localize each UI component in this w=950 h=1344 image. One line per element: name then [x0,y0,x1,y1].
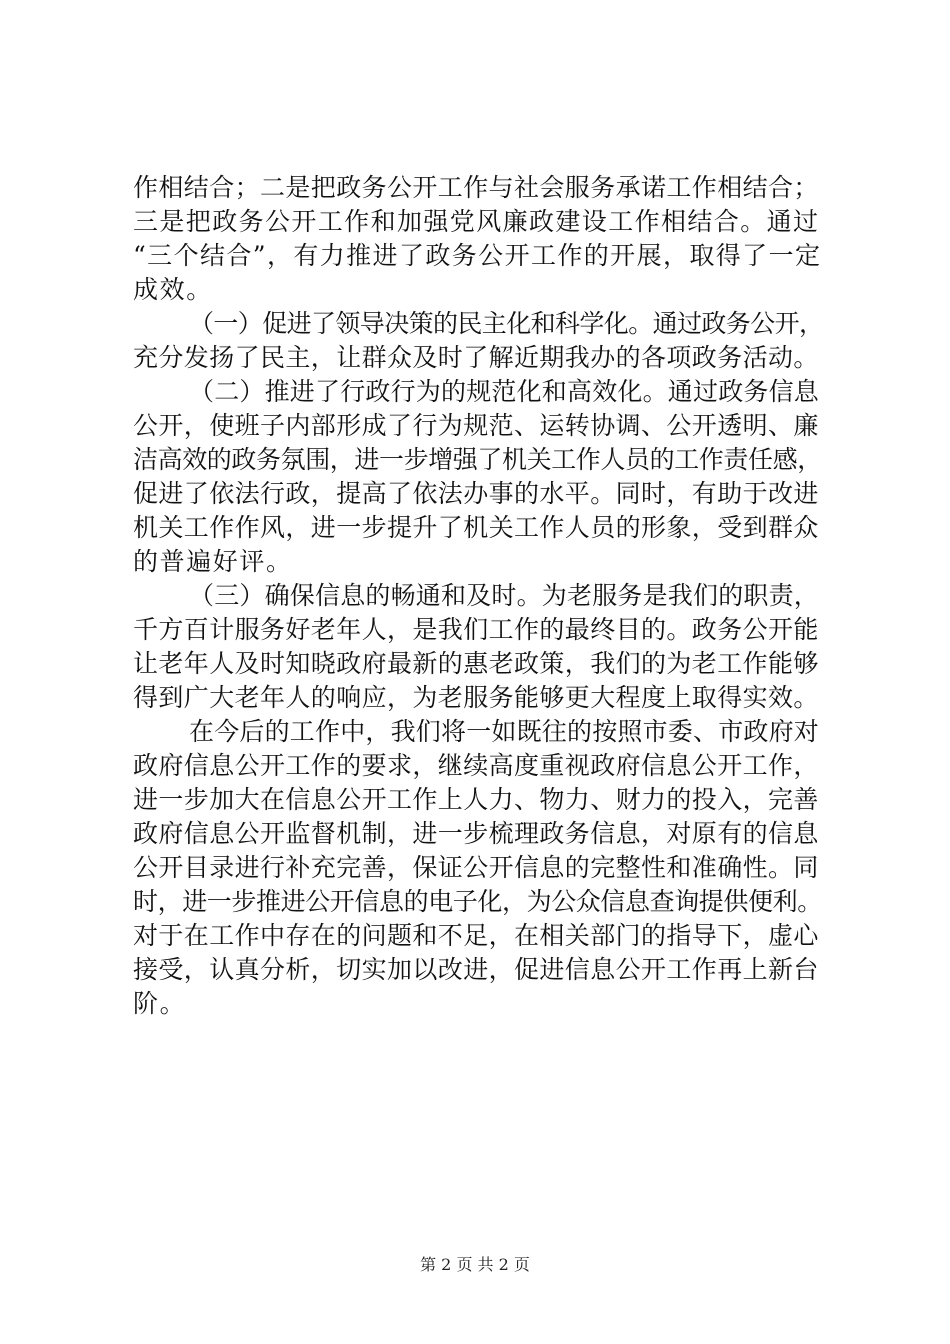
text-line: 政府信息公开工作的要求，继续高度重视政府信息公开工作， [133,751,819,780]
text-line: 公开，使班子内部形成了行为规范、运转协调、公开透明、廉 [133,411,819,440]
page-footer: 第 2 页 共 2 页 [420,1255,530,1274]
text-line: 政府信息公开监督机制，进一步梳理政务信息，对原有的信息 [133,819,819,848]
text-line: 充分发扬了民主，让群众及时了解近期我办的各项政务活动。 [133,343,819,372]
text-line: 机关工作作风，进一步提升了机关工作人员的形象，受到群众 [133,513,819,542]
text-line: 三是把政务公开工作和加强党风廉政建设工作相结合。通过 [133,207,820,236]
text-line: 得到广大老年人的响应，为老服务能够更大程度上取得实效。 [133,683,819,712]
text-line: 接受，认真分析，切实加以改进，促进信息公开工作再上新台 [133,955,819,984]
text-line: 千方百计服务好老年人，是我们工作的最终目的。政务公开能 [133,615,819,644]
text-line: （三）确保信息的畅通和及时。为老服务是我们的职责， [189,581,820,610]
text-line: 的普遍好评。 [133,547,293,576]
text-line: 进一步加大在信息公开工作上人力、物力、财力的投入，完善 [133,785,819,814]
text-line: 时，进一步推进公开信息的电子化，为公众信息查询提供便利。 [133,887,822,916]
text-line: 让老年人及时知晓政府最新的惠老政策，我们的为老工作能够 [133,649,819,678]
text-line: 作相结合；二是把政务公开工作与社会服务承诺工作相结合； [133,173,819,202]
text-line: “三个结合”，有力推进了政务公开工作的开展，取得了一定 [133,241,822,270]
text-line: 成效。 [133,275,213,304]
text-line: 对于在工作中存在的问题和不足，在相关部门的指导下，虚心 [133,921,819,950]
document-body [133,171,823,1021]
text-line: 洁高效的政务氛围，进一步增强了机关工作人员的工作责任感， [133,445,822,474]
text-line: （一）促进了领导决策的民主化和科学化。通过政务公开， [189,309,824,338]
text-line: 公开目录进行补充完善，保证公开信息的完整性和准确性。同 [133,853,819,882]
text-line: （二）推进了行政行为的规范化和高效化。通过政务信息 [189,377,820,406]
text-line: 阶。 [133,989,187,1018]
text-line: 在今后的工作中，我们将一如既往的按照市委、市政府对 [189,717,820,746]
text-line: 促进了依法行政，提高了依法办事的水平。同时，有助于改进 [133,479,819,508]
